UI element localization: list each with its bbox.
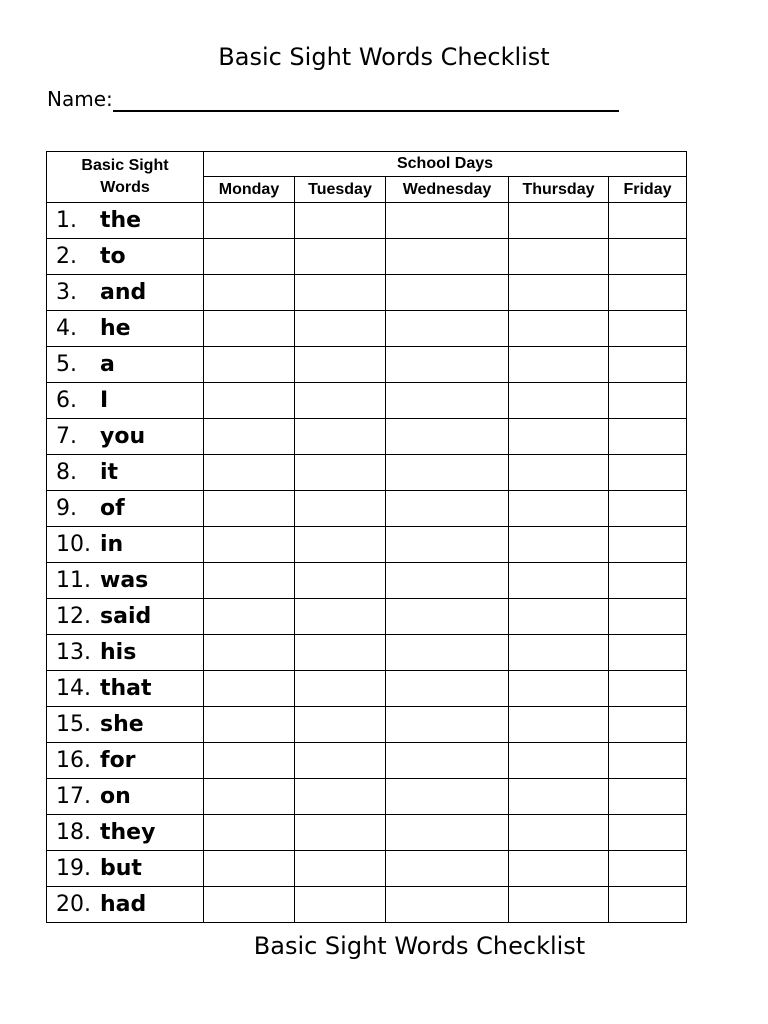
check-cell-thursday[interactable] <box>509 563 609 599</box>
page-title: Basic Sight Words Checklist <box>218 43 550 71</box>
check-cell-friday[interactable] <box>609 671 687 707</box>
sight-word: said <box>100 604 152 629</box>
word-cell <box>47 347 204 383</box>
check-cell-wednesday[interactable] <box>386 491 509 527</box>
word-number: 8. <box>56 460 77 485</box>
check-cell-monday[interactable] <box>204 779 295 815</box>
check-cell-thursday[interactable] <box>509 311 609 347</box>
table-row <box>47 275 687 311</box>
table-row <box>47 599 687 635</box>
check-cell-thursday[interactable] <box>509 347 609 383</box>
check-cell-tuesday[interactable] <box>295 671 386 707</box>
word-cell <box>47 743 204 779</box>
sight-word: had <box>100 892 147 917</box>
check-cell-friday[interactable] <box>609 239 687 275</box>
check-cell-friday[interactable] <box>609 311 687 347</box>
check-cell-friday[interactable] <box>609 203 687 239</box>
sight-word: she <box>100 712 144 737</box>
word-number: 18. <box>56 820 91 845</box>
day-header-monday: Monday <box>204 177 295 203</box>
check-cell-monday[interactable] <box>204 491 295 527</box>
check-cell-thursday[interactable] <box>509 527 609 563</box>
check-cell-wednesday[interactable] <box>386 527 509 563</box>
word-cell <box>47 491 204 527</box>
word-cell <box>47 203 204 239</box>
check-cell-wednesday[interactable] <box>386 635 509 671</box>
footer-title: Basic Sight Words Checklist <box>253 932 586 960</box>
school-days-header: School Days <box>204 152 687 177</box>
word-cell <box>47 851 204 887</box>
word-number: 2. <box>56 244 77 269</box>
check-cell-tuesday[interactable] <box>295 527 386 563</box>
word-cell <box>47 527 204 563</box>
check-cell-thursday[interactable] <box>509 671 609 707</box>
sight-words-table <box>46 151 687 923</box>
check-cell-wednesday[interactable] <box>386 671 509 707</box>
check-cell-friday[interactable] <box>609 851 687 887</box>
check-cell-thursday[interactable] <box>509 635 609 671</box>
sight-word: he <box>100 316 131 341</box>
check-cell-wednesday[interactable] <box>386 779 509 815</box>
check-cell-monday[interactable] <box>204 635 295 671</box>
check-cell-tuesday[interactable] <box>295 311 386 347</box>
table-row <box>47 455 687 491</box>
table-row <box>47 671 687 707</box>
sight-word: in <box>100 532 124 557</box>
word-number: 10. <box>56 532 91 557</box>
check-cell-wednesday[interactable] <box>386 383 509 419</box>
sight-word: it <box>100 460 119 485</box>
sight-word: was <box>100 568 149 593</box>
sight-word: to <box>100 244 126 269</box>
check-cell-thursday[interactable] <box>509 491 609 527</box>
word-cell <box>47 455 204 491</box>
check-cell-friday[interactable] <box>609 563 687 599</box>
check-cell-wednesday[interactable] <box>386 275 509 311</box>
check-cell-wednesday[interactable] <box>386 347 509 383</box>
check-cell-tuesday[interactable] <box>295 779 386 815</box>
check-cell-thursday[interactable] <box>509 815 609 851</box>
sight-word: a <box>100 352 115 377</box>
table-row <box>47 707 687 743</box>
sight-word: that <box>100 676 152 701</box>
check-cell-tuesday[interactable] <box>295 815 386 851</box>
check-cell-wednesday[interactable] <box>386 743 509 779</box>
name-label: Name: <box>47 87 113 111</box>
check-cell-monday[interactable] <box>204 563 295 599</box>
word-cell <box>47 815 204 851</box>
check-cell-thursday[interactable] <box>509 851 609 887</box>
word-number: 7. <box>56 424 77 449</box>
check-cell-thursday[interactable] <box>509 419 609 455</box>
words-header-line1: Basic Sight <box>81 157 169 174</box>
check-cell-thursday[interactable] <box>509 239 609 275</box>
table-row <box>47 203 687 239</box>
check-cell-wednesday[interactable] <box>386 563 509 599</box>
check-cell-wednesday[interactable] <box>386 311 509 347</box>
check-cell-thursday[interactable] <box>509 203 609 239</box>
word-number: 1. <box>56 208 77 233</box>
table-row <box>47 563 687 599</box>
sight-word: his <box>100 640 137 665</box>
check-cell-wednesday[interactable] <box>386 887 509 923</box>
sight-word: for <box>100 748 136 773</box>
table-row <box>47 815 687 851</box>
word-cell <box>47 671 204 707</box>
word-cell <box>47 239 204 275</box>
check-cell-tuesday[interactable] <box>295 887 386 923</box>
check-cell-thursday[interactable] <box>509 275 609 311</box>
word-number: 13. <box>56 640 91 665</box>
table-row <box>47 743 687 779</box>
table-row <box>47 419 687 455</box>
check-cell-monday[interactable] <box>204 275 295 311</box>
word-cell <box>47 779 204 815</box>
check-cell-friday[interactable] <box>609 743 687 779</box>
check-cell-tuesday[interactable] <box>295 707 386 743</box>
word-number: 4. <box>56 316 77 341</box>
check-cell-monday[interactable] <box>204 419 295 455</box>
check-cell-friday[interactable] <box>609 491 687 527</box>
check-cell-monday[interactable] <box>204 455 295 491</box>
check-cell-thursday[interactable] <box>509 383 609 419</box>
check-cell-friday[interactable] <box>609 419 687 455</box>
sight-word: and <box>100 280 147 305</box>
word-cell <box>47 419 204 455</box>
check-cell-wednesday[interactable] <box>386 203 509 239</box>
check-cell-monday[interactable] <box>204 599 295 635</box>
check-cell-wednesday[interactable] <box>386 851 509 887</box>
word-cell <box>47 707 204 743</box>
check-cell-wednesday[interactable] <box>386 599 509 635</box>
check-cell-friday[interactable] <box>609 887 687 923</box>
check-cell-thursday[interactable] <box>509 707 609 743</box>
check-cell-friday[interactable] <box>609 599 687 635</box>
word-number: 11. <box>56 568 91 593</box>
name-field <box>47 86 619 112</box>
check-cell-tuesday[interactable] <box>295 491 386 527</box>
check-cell-friday[interactable] <box>609 779 687 815</box>
check-cell-tuesday[interactable] <box>295 851 386 887</box>
check-cell-thursday[interactable] <box>509 743 609 779</box>
day-header-wednesday: Wednesday <box>386 177 509 203</box>
check-cell-monday[interactable] <box>204 527 295 563</box>
word-cell <box>47 887 204 923</box>
table-row <box>47 779 687 815</box>
table-row <box>47 491 687 527</box>
word-number: 6. <box>56 388 77 413</box>
check-cell-monday[interactable] <box>204 311 295 347</box>
word-cell <box>47 275 204 311</box>
check-cell-friday[interactable] <box>609 527 687 563</box>
day-header-tuesday: Tuesday <box>295 177 386 203</box>
check-cell-tuesday[interactable] <box>295 275 386 311</box>
check-cell-thursday[interactable] <box>509 887 609 923</box>
check-cell-monday[interactable] <box>204 347 295 383</box>
sight-word: but <box>100 856 142 881</box>
word-number: 12. <box>56 604 91 629</box>
check-cell-tuesday[interactable] <box>295 599 386 635</box>
day-header-friday: Friday <box>609 177 687 203</box>
check-cell-monday[interactable] <box>204 239 295 275</box>
table-row <box>47 527 687 563</box>
check-cell-thursday[interactable] <box>509 599 609 635</box>
check-cell-monday[interactable] <box>204 743 295 779</box>
check-cell-friday[interactable] <box>609 707 687 743</box>
check-cell-monday[interactable] <box>204 383 295 419</box>
check-cell-wednesday[interactable] <box>386 239 509 275</box>
word-number: 17. <box>56 784 91 809</box>
check-cell-friday[interactable] <box>609 347 687 383</box>
word-number: 20. <box>56 892 91 917</box>
check-cell-friday[interactable] <box>609 635 687 671</box>
word-number: 14. <box>56 676 91 701</box>
sight-word: I <box>100 388 109 413</box>
table-row <box>47 635 687 671</box>
word-cell <box>47 383 204 419</box>
words-column-header <box>47 152 204 203</box>
word-number: 3. <box>56 280 77 305</box>
check-cell-friday[interactable] <box>609 455 687 491</box>
check-cell-friday[interactable] <box>609 815 687 851</box>
check-cell-monday[interactable] <box>204 815 295 851</box>
check-cell-tuesday[interactable] <box>295 563 386 599</box>
check-cell-monday[interactable] <box>204 887 295 923</box>
table-row <box>47 383 687 419</box>
word-number: 9. <box>56 496 77 521</box>
day-header-thursday: Thursday <box>509 177 609 203</box>
check-cell-wednesday[interactable] <box>386 707 509 743</box>
table-row <box>47 887 687 923</box>
check-cell-monday[interactable] <box>204 707 295 743</box>
word-cell <box>47 635 204 671</box>
table-row <box>47 311 687 347</box>
check-cell-wednesday[interactable] <box>386 455 509 491</box>
word-number: 16. <box>56 748 91 773</box>
check-cell-tuesday[interactable] <box>295 455 386 491</box>
table-row <box>47 239 687 275</box>
word-number: 15. <box>56 712 91 737</box>
sight-word: on <box>100 784 131 809</box>
word-cell <box>47 311 204 347</box>
sight-word: they <box>100 820 156 845</box>
check-cell-friday[interactable] <box>609 383 687 419</box>
sight-word: the <box>100 208 142 233</box>
check-cell-monday[interactable] <box>204 851 295 887</box>
check-cell-friday[interactable] <box>609 275 687 311</box>
words-header-line2: Words <box>100 179 150 196</box>
word-cell <box>47 563 204 599</box>
sight-word: you <box>100 424 146 449</box>
check-cell-thursday[interactable] <box>509 455 609 491</box>
check-cell-monday[interactable] <box>204 671 295 707</box>
check-cell-tuesday[interactable] <box>295 419 386 455</box>
word-number: 19. <box>56 856 91 881</box>
check-cell-tuesday[interactable] <box>295 239 386 275</box>
check-cell-wednesday[interactable] <box>386 419 509 455</box>
check-cell-wednesday[interactable] <box>386 815 509 851</box>
check-cell-tuesday[interactable] <box>295 203 386 239</box>
check-cell-tuesday[interactable] <box>295 635 386 671</box>
word-number: 5. <box>56 352 77 377</box>
check-cell-monday[interactable] <box>204 203 295 239</box>
check-cell-tuesday[interactable] <box>295 743 386 779</box>
table-body <box>47 203 687 923</box>
name-blank-line[interactable] <box>113 90 619 112</box>
table-row <box>47 347 687 383</box>
check-cell-tuesday[interactable] <box>295 347 386 383</box>
sight-word: of <box>100 496 125 521</box>
table-row <box>47 851 687 887</box>
word-cell <box>47 599 204 635</box>
check-cell-tuesday[interactable] <box>295 383 386 419</box>
check-cell-thursday[interactable] <box>509 779 609 815</box>
